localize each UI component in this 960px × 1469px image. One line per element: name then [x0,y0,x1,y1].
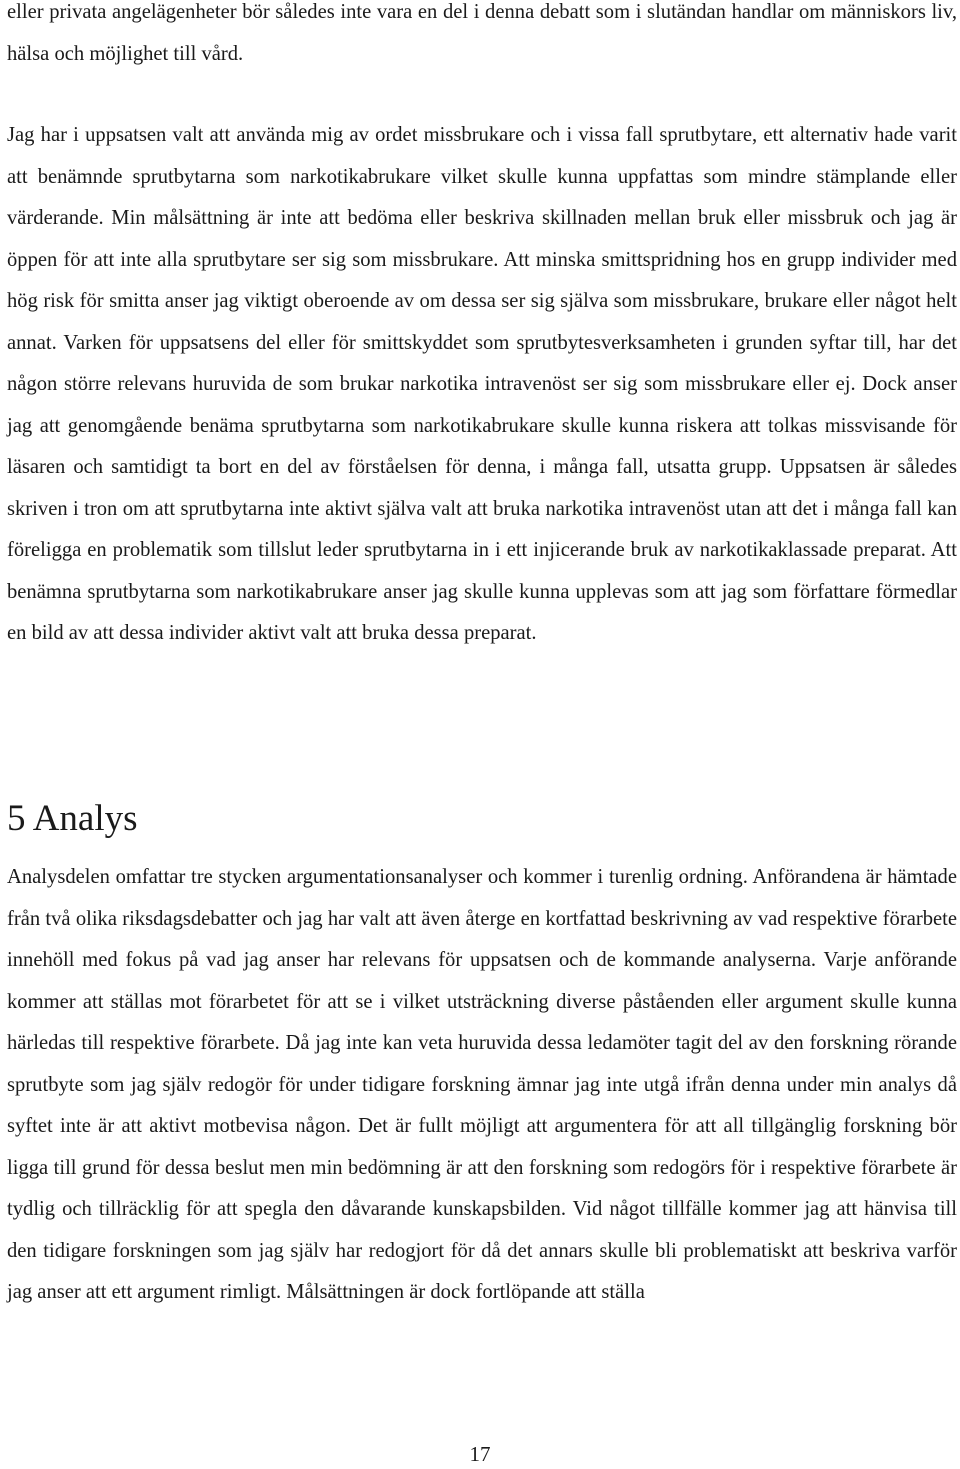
paragraph-continuation: eller privata angelägenheter bör således inte vara en del i denna debatt som i slutändan handlar om människors liv, hälsa och möjlighet till vård. [7,1,957,65]
page-number: 17 [469,1442,491,1466]
paragraph-terminology: Jag har i uppsatsen valt att använda mig av ordet missbrukare och i vissa fall sprutbytare, ett alternativ hade varit att benämnde sprutbytarna som narkotikabrukare vilket skulle kunna uppfattas som mindre stämplande eller värderande. Min målsättning är inte att bedöma eller beskriva skillnaden mellan bruk eller missbruk och jag är öppen för att inte alla sprutbytare ser sig som missbrukare. Att minska smittspridning hos en grupp individer med hög risk för smitta anser jag viktigt oberoende av om dessa ser sig själva som missbrukare, brukare eller något helt annat. Varken för uppsatsens del eller för smittskyddet som sprutbytesverksamheten i grunden syftar till, har det någon större relevans huruvida de som brukar narkotika intravenöst ser sig som missbrukare eller ej. Dock anser jag att genomgående benäma sprutbytarna som narkotikabrukare skulle kunna riskera att tolkas missvisande för läsaren och samtidigt ta bort en del av förståelsen för denna, i många fall, utsatta grupp. Uppsatsen är således skriven i tron om att sprutbytarna inte aktivt själva valt att bruka narkotika intravenöst utan att det i många fall kan föreligga en problematik som tillslut leder sprutbytarna in i ett injicerande bruk av narkotikaklassade preparat. Att benämna sprutbytarna som narkotikabrukare anser jag skulle kunna upplevas som att jag som författare förmedlar en bild av att dessa individer aktivt valt att bruka dessa preparat. [7,124,957,644]
paragraph-analysis: Analysdelen omfattar tre stycken argumentationsanalyser och kommer i turenlig ordning. Anförandena är hämtade från två olika riksdagsdebatter och jag har valt att även återge en kortfattad beskrivning av vad respektive förarbete innehöll med fokus på vad jag anser har relevans för uppsatsen och de kommande analyserna. Varje anförande kommer att ställas mot förarbetet för att se i vilket utsträckning diverse påståenden eller argument skulle kunna härledas till respektive förarbete. Då jag inte kan veta huruvida dessa ledamöter tagit del av den forskning rörande sprutbyte som jag själv redogör för under tidigare forskning ämnar jag inte utgå ifrån denna under min analys då syftet inte är att aktivt motbevisa någon. Det är fullt möjligt att argumentera för att all tillgänglig forskning bör ligga till grund för dessa beslut men min bedömning är att den forskning som redogörs för i respektive förarbete är tydlig och tillräcklig för att spegla den dåvarande kunskapsbilden. Vid något tillfälle kommer jag att hänvisa till den tidigare forskningen som jag själv har redogjort för då det annars skulle bli problematiskt att beskriva varför jag anser att ett argument rimligt. Målsättningen är dock fortlöpande att ställa [7,866,957,1303]
section-heading: 5 Analys [7,798,138,839]
